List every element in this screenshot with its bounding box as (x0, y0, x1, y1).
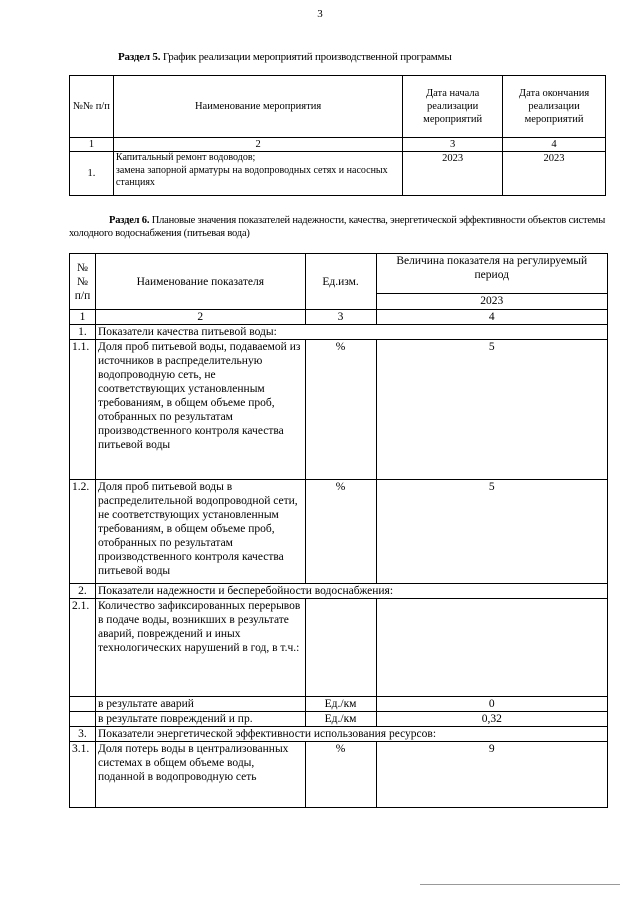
row-name: Доля проб питьевой воды, подаваемой из источников в распределительную водопроводную сеть, не соответствующих установленным требованиям, в общем объеме проб, отобранных по результатам производственного контроля качества питьевой воды (95, 340, 305, 480)
header-year: 2023 (376, 294, 608, 310)
row-unit: Ед./км (305, 697, 376, 712)
colnum-4: 4 (376, 310, 608, 325)
row-name: Доля проб питьевой воды в распределительной водопроводной сети, не соответствующих установленным требованиям, в общем объеме проб, отобранных по результатам производственного контроля качества питьевой воды (95, 480, 305, 584)
colnum-1: 1 (70, 310, 96, 325)
header-end: Дата окончания реализации мероприятий (503, 76, 606, 138)
row-name-line2: замена запорной арматуры на водопроводных сетях и насосных станциях (115, 164, 388, 188)
group-num: 2. (70, 584, 96, 599)
row-value: 0 (376, 697, 608, 712)
header-name: Наименование показателя (95, 254, 305, 310)
row-value: 0,32 (376, 712, 608, 727)
header-name: Наименование мероприятия (113, 76, 402, 138)
section5-title-text: График реализации мероприятий производственной программы (160, 51, 452, 63)
section5-table (69, 75, 606, 196)
colnum-2: 2 (95, 310, 305, 325)
row-unit: Ед./км (305, 712, 376, 727)
row-name: в результате аварий (95, 697, 305, 712)
row-num: 3.1. (70, 742, 96, 808)
row-value (376, 599, 608, 697)
colnum-4: 4 (503, 138, 606, 152)
row-name (113, 152, 402, 196)
row-name: Количество зафиксированных перерывов в подаче воды, возникших в результате аварий, повреждений и иных технологических нарушений в год, в т.ч.: (95, 599, 305, 697)
section6-table (69, 253, 608, 808)
colnum-3: 3 (403, 138, 503, 152)
row-name-line1: Капитальный ремонт водоводов; (115, 152, 256, 163)
header-num: №№ п/п (70, 76, 114, 138)
row-unit: % (305, 480, 376, 584)
row-value: 9 (376, 742, 608, 808)
colnum-1: 1 (70, 138, 114, 152)
header-value: Величина показателя на регулируемый период (376, 254, 608, 294)
row-num: 1. (70, 152, 114, 196)
section5-title (118, 51, 452, 63)
group-title: Показатели качества питьевой воды: (95, 325, 607, 340)
group-title: Показатели надежности и бесперебойности водоснабжения: (95, 584, 607, 599)
row-num: 1.2. (70, 480, 96, 584)
header-num: №№ п/п (70, 254, 96, 310)
row-value: 5 (376, 480, 608, 584)
row-start: 2023 (403, 152, 503, 196)
row-value: 5 (376, 340, 608, 480)
page-number: 3 (317, 8, 323, 20)
row-end: 2023 (503, 152, 606, 196)
row-name: в результате повреждений и пр. (95, 712, 305, 727)
row-unit: % (305, 340, 376, 480)
group-num: 3. (70, 727, 96, 742)
group-title: Показатели энергетической эффективности использования ресурсов: (95, 727, 607, 742)
row-name: Доля потерь воды в централизованных системах в общем объеме воды, поданной в водопроводную сеть (95, 742, 305, 808)
colnum-2: 2 (113, 138, 402, 152)
footer-rule (420, 884, 620, 885)
row-num: 2.1. (70, 599, 96, 697)
section6-title-text: Плановые значения показателей надежности, качества, энергетической эффективности объектов системы холодного водоснабжения (питьевая вода) (69, 215, 606, 239)
row-unit: % (305, 742, 376, 808)
row-unit (305, 599, 376, 697)
section6-title-bold: Раздел 6. (109, 215, 150, 226)
section6-title (69, 214, 609, 240)
empty-cell (70, 697, 96, 712)
group-num: 1. (70, 325, 96, 340)
header-start: Дата начала реализации мероприятий (403, 76, 503, 138)
empty-cell (70, 712, 96, 727)
header-unit: Ед.изм. (305, 254, 376, 310)
row-num: 1.1. (70, 340, 96, 480)
colnum-3: 3 (305, 310, 376, 325)
section5-title-bold: Раздел 5. (118, 51, 161, 63)
